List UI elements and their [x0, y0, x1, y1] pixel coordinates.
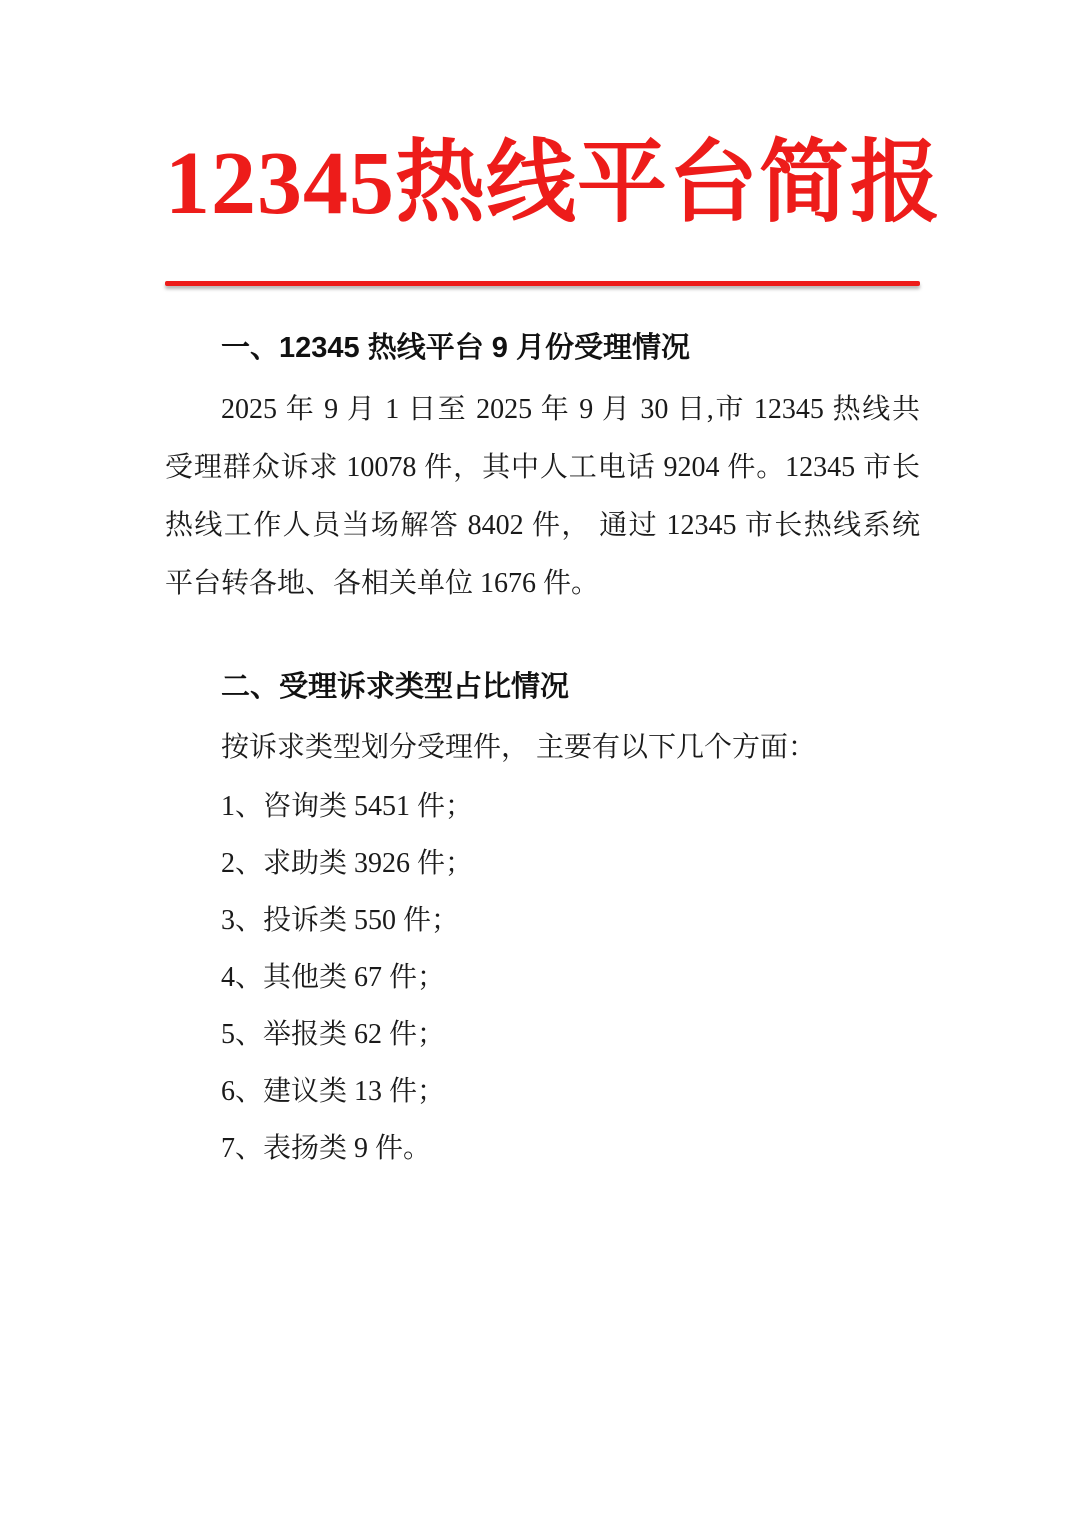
section-1-heading: 一、12345 热线平台 9 月份受理情况: [221, 332, 690, 364]
list-item: 4、其他类 67 件；: [221, 962, 446, 993]
title-divider: [165, 281, 920, 286]
list-item: 5、举报类 62 件；: [221, 1019, 446, 1050]
paragraph-line: 受理群众诉求 10078 件，其中人工电话 9204 件。12345 市长: [165, 452, 920, 483]
list-item: 3、投诉类 550 件；: [221, 905, 460, 936]
list-item: 2、求助类 3926 件；: [221, 848, 474, 879]
doc-title: 12345热线平台简报: [165, 134, 941, 233]
list-item: 1、咨询类 5451 件；: [221, 791, 474, 822]
paragraph-line: 热线工作人员当场解答 8402 件， 通过 12345 市长热线系统: [165, 510, 920, 541]
list-item: 7、表扬类 9 件。: [221, 1133, 432, 1164]
section-1-paragraph: [165, 381, 920, 613]
paragraph-line: 2025 年 9 月 1 日至 2025 年 9 月 30 日,市 12345 热线共: [221, 394, 920, 425]
section-2-heading: 二、受理诉求类型占比情况: [221, 671, 570, 703]
request-type-list: [165, 778, 920, 1177]
section-2-intro: 按诉求类型划分受理件， 主要有以下几个方面：: [221, 732, 817, 763]
document-content: [165, 132, 941, 1177]
paragraph-line: 平台转各地、各相关单位 1676 件。: [165, 568, 600, 599]
list-item: 6、建议类 13 件；: [221, 1076, 446, 1107]
